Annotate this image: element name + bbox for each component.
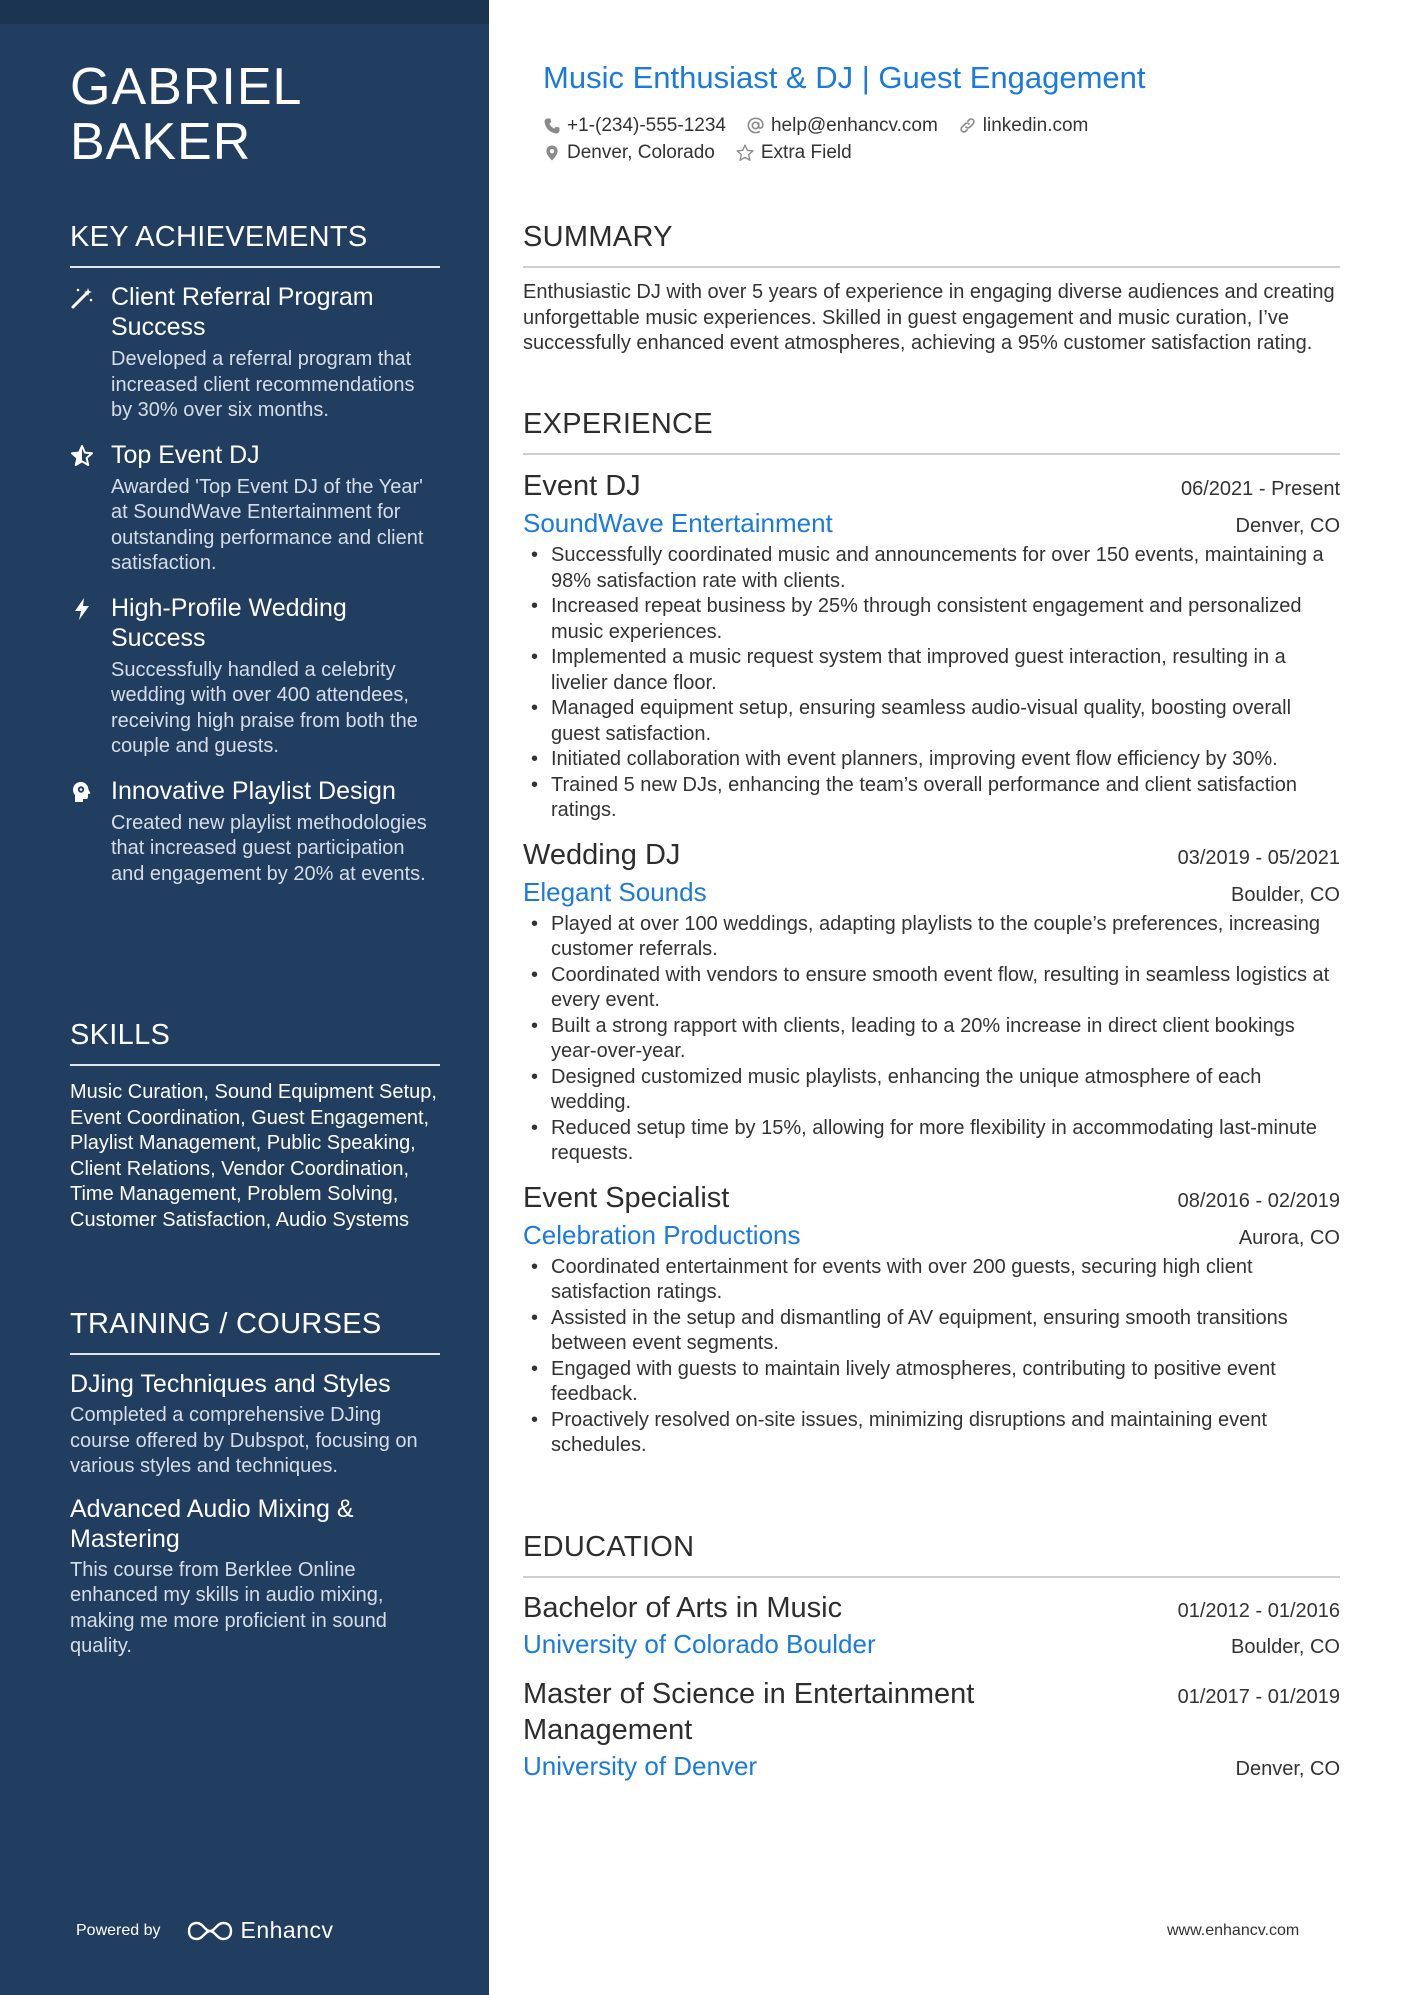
course-title: DJing Techniques and Styles — [70, 1370, 391, 1398]
location-text: Denver, Colorado — [567, 141, 715, 163]
job-bullet: • Reduced setup time by 15%, allowing for more flexibility in accommodating last-minute requests. — [523, 1116, 1340, 1167]
enhancv-logo[interactable] — [187, 1917, 334, 1944]
phone-contact[interactable] — [543, 115, 726, 137]
summary-heading: SUMMARY — [523, 220, 1340, 268]
summary-section — [523, 220, 1340, 357]
job-bullet: • Proactively resolved on-site issues, minimizing disruptions and maintaining event schedules. — [523, 1408, 1340, 1459]
job-bullet: • Assisted in the setup and dismantling of AV equipment, ensuring smooth transitions between event segments. — [523, 1306, 1340, 1357]
job-bullet: • Coordinated with vendors to ensure smooth event flow, resulting in seamless logistics at every event. — [523, 963, 1340, 1014]
education-entry — [523, 1676, 1340, 1784]
location-contact — [543, 142, 715, 164]
achievement-description: Created new playlist methodologies that increased guest participation and engagement by 20% at events. — [111, 811, 427, 885]
degree-title: Bachelor of Arts in Music — [523, 1592, 843, 1624]
experience-section — [523, 407, 1340, 1471]
training-heading: TRAINING / COURSES — [70, 1307, 440, 1355]
extra-field-contact — [735, 142, 852, 164]
candidate-name: GABRIEL BAKER — [70, 58, 301, 171]
phone-text: +1-(234)-555-1234 — [567, 114, 726, 136]
job-entry — [523, 836, 1340, 1167]
job-title: Wedding DJ — [523, 838, 681, 871]
course-description: This course from Berklee Online enhanced my skills in audio mixing, making me more proficient in sound quality. — [70, 1558, 387, 1657]
enhancv-logo-icon — [187, 1919, 233, 1943]
email-contact[interactable] — [746, 115, 938, 137]
phone-icon — [543, 117, 561, 135]
job-location: Denver, CO — [1235, 515, 1340, 537]
course-title: Advanced Audio Mixing & Mastering — [70, 1494, 354, 1553]
job-bullet: • Designed customized music playlists, enhancing the unique atmosphere of each wedding. — [523, 1065, 1340, 1116]
school-location: Denver, CO — [1235, 1758, 1340, 1780]
course-item — [70, 1369, 440, 1480]
job-bullet: • Implemented a music request system that improved guest interaction, resulting in a livelier dance floor. — [523, 645, 1340, 696]
education-entry — [523, 1590, 1340, 1662]
lightning-icon — [70, 597, 94, 621]
job-dates: 08/2016 - 02/2019 — [1177, 1189, 1340, 1212]
job-company: SoundWave Entertainment — [523, 508, 833, 538]
job-bullet: • Initiated collaboration with event planners, improving event flow efficiency by 30%. — [523, 747, 1340, 773]
key-achievements-section — [70, 220, 440, 903]
job-location: Aurora, CO — [1238, 1226, 1340, 1249]
job-company: Elegant Sounds — [523, 876, 707, 907]
contact-info — [543, 112, 1323, 166]
job-bullet: • Trained 5 new DJs, enhancing the team’s overall performance and client satisfaction ratings. — [523, 773, 1340, 824]
education-dates: 01/2012 - 01/2016 — [1177, 1600, 1340, 1622]
at-icon — [746, 116, 765, 135]
job-bullets — [523, 1255, 1340, 1459]
magic-wand-icon — [70, 286, 94, 310]
school-name: University of Denver — [523, 1751, 758, 1781]
education-heading: EDUCATION — [523, 1530, 1340, 1578]
experience-heading: EXPERIENCE — [523, 407, 1340, 455]
achievement-title: Top Event DJ — [111, 440, 260, 469]
achievement-description: Successfully handled a celebrity wedding with over 400 attendees, receiving high praise from both the couple and guests. — [111, 658, 418, 757]
enhancv-brand-text: Enhancv — [240, 1917, 334, 1943]
degree-title: Master of Science in Entertainment Management — [523, 1678, 975, 1746]
extra-field-text: Extra Field — [760, 141, 852, 163]
job-entry — [523, 1179, 1340, 1459]
footer-url[interactable]: www.enhancv.com — [1167, 1922, 1300, 1939]
job-bullets — [523, 543, 1340, 824]
education-section — [523, 1530, 1340, 1798]
email-text: help@enhancv.com — [770, 114, 938, 136]
job-dates: 03/2019 - 05/2021 — [1177, 846, 1340, 869]
job-bullet: • Coordinated entertainment for events with over 200 guests, securing high client satisfaction ratings. — [523, 1255, 1340, 1306]
achievement-item — [70, 440, 440, 577]
powered-by — [76, 1917, 334, 1944]
job-bullet: • Successfully coordinated music and announcements for over 150 events, maintaining a 98% satisfaction rate with clients. — [523, 543, 1340, 594]
job-bullet: • Engaged with guests to maintain lively atmospheres, contributing to positive event feedback. — [523, 1357, 1340, 1408]
course-item — [70, 1494, 440, 1660]
training-section — [70, 1307, 440, 1674]
headline: Music Enthusiast & DJ | Guest Engagement — [543, 60, 1146, 95]
star-outline-icon — [735, 143, 755, 163]
achievement-description: Developed a referral program that increased client recommendations by 30% over six months. — [111, 348, 415, 421]
linkedin-contact[interactable] — [958, 115, 1089, 137]
achievement-description: Awarded 'Top Event DJ of the Year' at SoundWave Entertainment for outstanding performance and client satisfaction. — [111, 475, 424, 574]
location-pin-icon — [543, 144, 561, 162]
powered-by-label: Powered by — [76, 1921, 161, 1939]
job-entry — [523, 467, 1340, 824]
job-bullet: • Played at over 100 weddings, adapting playlists to the couple’s preferences, increasing customer referrals. — [523, 912, 1340, 963]
job-title: Event Specialist — [523, 1181, 730, 1214]
key-achievements-heading: KEY ACHIEVEMENTS — [70, 220, 440, 268]
skills-heading: SKILLS — [70, 1018, 440, 1066]
job-title: Event DJ — [523, 470, 641, 502]
achievement-item — [70, 593, 440, 760]
linkedin-text: linkedin.com — [982, 114, 1089, 136]
summary-text: Enthusiastic DJ with over 5 years of experience in engaging diverse audiences and creating unforgettable music experiences. Skilled in guest engagement and music curation, I’ve successfully enhanced event atmospheres, achieving a 95% customer satisfaction rating. — [523, 281, 1335, 354]
course-description: Completed a comprehensive DJing course offered by Dubspot, focusing on various styles and techniques. — [70, 1404, 418, 1477]
school-name: University of Colorado Boulder — [523, 1629, 876, 1659]
job-bullet: • Managed equipment setup, ensuring seamless audio-visual quality, boosting overall guest satisfaction. — [523, 696, 1340, 747]
job-company: Celebration Productions — [523, 1219, 801, 1250]
sidebar-top-band — [0, 0, 489, 24]
skills-section — [70, 1018, 440, 1233]
head-idea-icon — [70, 780, 94, 804]
achievement-title: Innovative Playlist Design — [111, 776, 396, 805]
achievement-item — [70, 282, 440, 424]
job-dates: 06/2021 - Present — [1181, 478, 1340, 500]
education-dates: 01/2017 - 01/2019 — [1177, 1686, 1340, 1708]
achievement-item — [70, 776, 440, 888]
star-icon — [70, 444, 94, 468]
link-icon — [958, 116, 977, 135]
achievement-title: High-Profile Wedding Success — [111, 593, 347, 652]
job-bullet: • Increased repeat business by 25% through consistent engagement and personalized music experiences. — [523, 594, 1340, 645]
job-bullets — [523, 912, 1340, 1167]
job-bullet: • Built a strong rapport with clients, leading to a 20% increase in direct client bookings year-over-year. — [523, 1014, 1340, 1065]
achievement-title: Client Referral Program Success — [111, 283, 374, 341]
school-location: Boulder, CO — [1231, 1636, 1340, 1658]
job-location: Boulder, CO — [1231, 883, 1340, 906]
skills-list: Music Curation, Sound Equipment Setup, Event Coordination, Guest Engagement, Playlist Management, Public Speaking, Client Relations, Vendor Coordination, Time Management, Problem Solving, Customer Satisfaction, Audio Systems — [70, 1081, 437, 1231]
sidebar — [0, 0, 489, 1995]
